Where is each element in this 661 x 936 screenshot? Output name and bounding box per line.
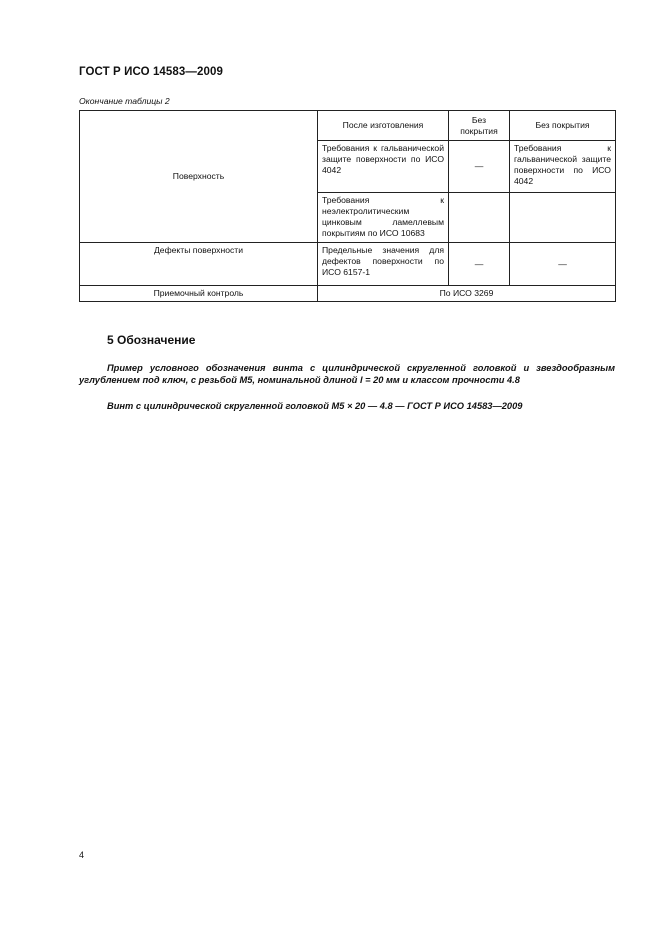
cell-surface-galvanic-col3: — xyxy=(449,141,510,193)
cell-surface-galvanic: Требования к гальванической защите поверхности по ИСО 4042 xyxy=(318,141,449,193)
designation-line: Винт с цилиндрической скругленной головкой М5 × 20 — 4.8 — ГОСТ Р ИСО 14583—2009 xyxy=(107,401,523,411)
cell-acceptance-label: Приемочный контроль xyxy=(80,286,318,302)
cell-surface-zinc-flake-col3 xyxy=(449,193,510,243)
cell-defects-col3: — xyxy=(449,243,510,286)
document-header: ГОСТ Р ИСО 14583—2009 xyxy=(79,66,224,78)
designation-example: Пример условного обозначения винта с цилиндрической скругленной головкой и звездообразным углублением под ключ, с резьбой M5, номинальной длиной l = 20 мм и классом прочности 4.8 xyxy=(79,363,615,385)
cell-surface-zinc-flake: Требования к неэлектролитическим цинковым ламеллевым покрытиям по ИСО 10683 xyxy=(318,193,449,243)
table-row xyxy=(80,286,616,302)
table-caption: Окончание таблицы 2 xyxy=(79,96,170,106)
cell-defects-text: Предельные значения для дефектов поверхности по ИСО 6157-1 xyxy=(318,243,449,286)
cell-head-uncoated-2: Без покрытия xyxy=(510,111,616,141)
cell-head-after-manufacture: После изготовления xyxy=(318,111,449,141)
cell-defects-col4: — xyxy=(510,243,616,286)
cell-head-uncoated-1: Без покрытия xyxy=(449,111,510,141)
table-row xyxy=(80,243,616,286)
cell-surface-label: Поверхность xyxy=(80,111,318,243)
cell-acceptance-value: По ИСО 3269 xyxy=(318,286,616,302)
table-row xyxy=(80,111,616,141)
cell-defects-label: Дефекты поверхности xyxy=(80,243,318,286)
section-title: 5 Обозначение xyxy=(107,333,196,347)
cell-surface-zinc-flake-col4 xyxy=(510,193,616,243)
spec-table xyxy=(79,110,616,302)
cell-surface-galvanic-col4: Требования к гальванической защите поверхности по ИСО 4042 xyxy=(510,141,616,193)
page-number: 4 xyxy=(79,850,85,860)
